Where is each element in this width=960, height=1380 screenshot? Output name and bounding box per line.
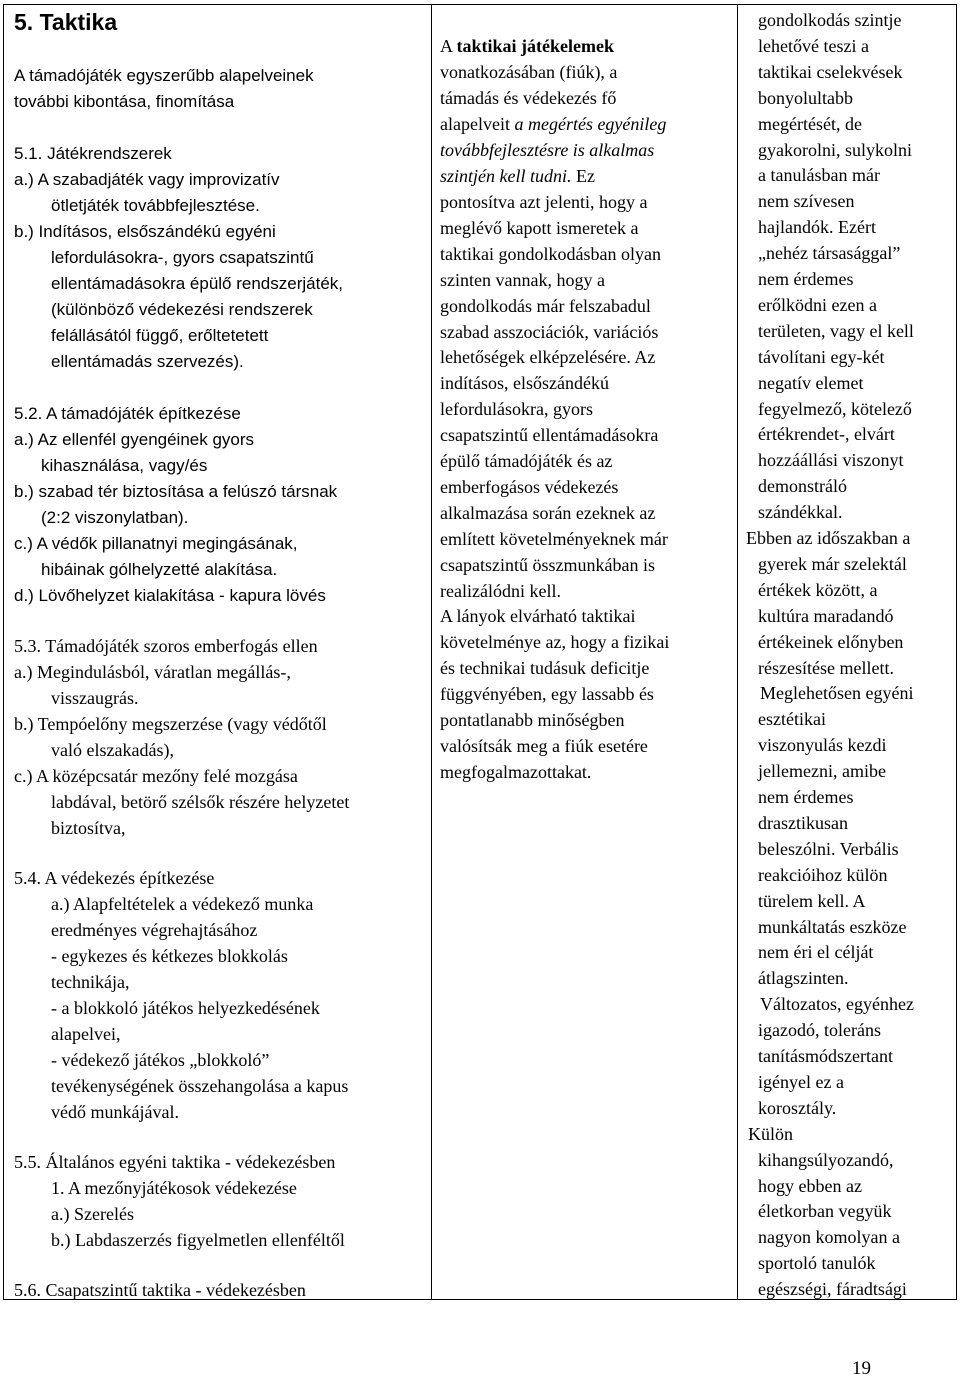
list-item: (különböző védekezési rendszerek bbox=[51, 300, 313, 319]
subsection-heading: 5.6. Csapatszintű taktika - védekezésben bbox=[14, 1280, 306, 1299]
paragraph-line: „nehéz társasággal” bbox=[758, 243, 901, 264]
list-item: biztosítva, bbox=[51, 818, 126, 838]
list-item: eredményes végrehajtásához bbox=[51, 920, 258, 940]
paragraph-line: bonyolultabb bbox=[758, 87, 853, 108]
paragraph-line: szintjén kell tudni. Ez bbox=[440, 166, 595, 186]
paragraph-line: erőlködni ezen a bbox=[758, 294, 877, 315]
paragraph-line: alapelveit a megértés egyénileg bbox=[440, 114, 667, 134]
paragraph-line: vonatkozásában (fiúk), a bbox=[440, 62, 618, 82]
list-item: b.) Indításos, elsőszándékú egyéni bbox=[14, 222, 276, 241]
list-item: 1. A mezőnyjátékosok védekezése bbox=[51, 1178, 297, 1198]
page-number: 19 bbox=[852, 1358, 871, 1379]
list-item: - egykezes és kétkezes blokkolás bbox=[51, 946, 288, 966]
emphasis: taktikai játékelemek bbox=[456, 36, 614, 56]
paragraph-line: esztétikai bbox=[758, 709, 826, 730]
list-item: tevékenységének összehangolása a kapus bbox=[51, 1076, 349, 1096]
list-item: - a blokkoló játékos helyezkedésének bbox=[51, 998, 320, 1018]
list-item: alapelvei, bbox=[51, 1024, 121, 1044]
paragraph-line: egészségi, fáradtsági bbox=[758, 1279, 907, 1299]
list-item: technikája, bbox=[51, 972, 130, 992]
column-requirements bbox=[432, 5, 738, 1299]
paragraph-line: türelem kell. A bbox=[758, 890, 866, 911]
paragraph-line: hajlandók. Ezért bbox=[758, 217, 876, 238]
paragraph-line: értékeinek előnyben bbox=[758, 631, 904, 652]
paragraph-line: alkalmazása során ezeknek az bbox=[440, 502, 656, 523]
paragraph-line: A taktikai játékelemek bbox=[440, 36, 614, 56]
column-topics bbox=[4, 5, 432, 1299]
list-item: - védekező játékos „blokkoló” bbox=[51, 1050, 270, 1070]
list-item: visszaugrás. bbox=[51, 688, 139, 708]
subsection-heading: 5.3. Támadójáték szoros emberfogás ellen bbox=[14, 636, 318, 656]
paragraph-line: igényel ez a bbox=[758, 1071, 844, 1092]
paragraph-line: negatív elemet bbox=[758, 372, 864, 393]
paragraph-line: lehetővé teszi a bbox=[758, 35, 869, 56]
intro-line: A támadójáték egyszerűbb alapelveinek bbox=[14, 66, 314, 85]
paragraph-line: követelménye az, hogy a fizikai bbox=[440, 632, 670, 653]
paragraph-line: taktikai gondolkodásban olyan bbox=[440, 243, 661, 264]
list-item: kihasználása, vagy/és bbox=[41, 456, 208, 475]
list-item: védő munkájával. bbox=[51, 1102, 179, 1122]
paragraph-line: emberfogásos védekezés bbox=[440, 476, 619, 497]
paragraph-line: és technikai tudásuk deficitje bbox=[440, 658, 650, 679]
paragraph-line: gondolkodás szintje bbox=[758, 10, 902, 30]
paragraph-line: munkáltatás eszköze bbox=[758, 916, 907, 937]
paragraph-line: a tanulásban már bbox=[758, 165, 880, 186]
emphasis: szintjén kell tudni. bbox=[440, 166, 572, 186]
paragraph-line: csapatszintű összmunkában is bbox=[440, 554, 655, 575]
paragraph-line: Ebben az időszakban a bbox=[746, 528, 911, 548]
list-item: ötletjáték továbbfejlesztése. bbox=[51, 196, 260, 215]
subsection-heading: 5.5. Általános egyéni taktika - védekezésben bbox=[14, 1152, 336, 1172]
paragraph-line: realizálódni kell. bbox=[440, 580, 561, 601]
emphasis: a megértés egyénileg bbox=[514, 114, 667, 134]
paragraph-line: lehetőségek elképzelésére. Az bbox=[440, 347, 656, 368]
paragraph-line: indításos, elsőszándékú bbox=[440, 373, 609, 394]
list-item: való elszakadás), bbox=[51, 740, 174, 760]
paragraph-line: részesítése mellett. bbox=[758, 657, 894, 678]
paragraph-line: korosztály. bbox=[758, 1097, 837, 1118]
list-item: labdával, betörő szélsők részére helyzetet bbox=[51, 792, 350, 812]
list-item: a.) Az ellenfél gyengéinek gyors bbox=[14, 430, 255, 449]
paragraph-line: demonstráló bbox=[758, 476, 847, 497]
list-item: d.) Lövőhelyzet kialakítása - kapura lövés bbox=[14, 586, 326, 605]
paragraph-line: igazodó, toleráns bbox=[758, 1020, 881, 1041]
intro-line: további kibontása, finomítása bbox=[14, 92, 235, 111]
list-item: c.) A középcsatár mezőny felé mozgása bbox=[14, 766, 298, 786]
paragraph-line: meglévő kapott ismeretek a bbox=[440, 217, 639, 238]
paragraph-line: átlagszinten. bbox=[758, 968, 849, 989]
paragraph-line: kihangsúlyozandó, bbox=[758, 1149, 894, 1170]
paragraph-line: életkorban vegyük bbox=[758, 1201, 892, 1222]
paragraph-line: nem szívesen bbox=[758, 191, 855, 212]
paragraph-line: fegyelmező, kötelező bbox=[758, 398, 912, 419]
content-table bbox=[3, 4, 957, 1300]
paragraph-line: támadás és védekezés fő bbox=[440, 88, 617, 108]
paragraph-line: hozzáállási viszonyt bbox=[758, 450, 904, 471]
paragraph-line: tanításmódszertant bbox=[758, 1046, 893, 1066]
paragraph-line: hogy ebben az bbox=[758, 1175, 862, 1196]
paragraph-line: Változatos, egyénhez bbox=[760, 994, 914, 1015]
paragraph-line: pontatlanabb minőségben bbox=[440, 710, 625, 730]
paragraph-line: pontosítva azt jelenti, hogy a bbox=[440, 192, 648, 212]
column-notes bbox=[738, 5, 956, 1299]
paragraph-line: megértését, de bbox=[758, 113, 862, 134]
list-item: b.) Labdaszerzés figyelmetlen ellenféltől bbox=[51, 1230, 345, 1250]
paragraph-line: sportoló tanulók bbox=[758, 1253, 876, 1274]
paragraph-line: megfogalmazottakat. bbox=[440, 761, 592, 782]
list-item: ellentámadás szervezés). bbox=[51, 352, 244, 371]
paragraph-line: gyakorolni, sulykolni bbox=[758, 139, 912, 160]
paragraph-line: csapatszintű ellentámadásokra bbox=[440, 425, 659, 446]
paragraph-line: kultúra maradandó bbox=[758, 605, 894, 626]
paragraph-line: nem éri el célját bbox=[758, 942, 874, 963]
paragraph-line: területen, vagy el kell bbox=[758, 320, 914, 341]
paragraph-line: nagyon komolyan a bbox=[758, 1227, 900, 1248]
paragraph-line: épülő támadójáték és az bbox=[440, 451, 613, 471]
paragraph-line: szinten vannak, hogy a bbox=[440, 269, 605, 290]
paragraph-line: A lányok elvárható taktikai bbox=[440, 606, 636, 627]
list-item: felállásától függő, erőltetetett bbox=[51, 326, 269, 345]
paragraph-line: taktikai cselekvések bbox=[758, 61, 903, 82]
paragraph-line: továbbfejlesztésre is alkalmas bbox=[440, 140, 655, 160]
paragraph-line: gyerek már szelektál bbox=[758, 553, 907, 574]
subsection-heading: 5.1. Játékrendszerek bbox=[14, 144, 172, 163]
paragraph-line: drasztikusan bbox=[758, 812, 848, 833]
paragraph-line: Külön bbox=[748, 1123, 793, 1144]
paragraph-line: beleszólni. Verbális bbox=[758, 838, 899, 859]
list-item: lefordulásokra-, gyors csapatszintű bbox=[51, 248, 314, 267]
paragraph-line: értékek között, a bbox=[758, 579, 878, 600]
paragraph-line: nem érdemes bbox=[758, 269, 854, 289]
list-item: (2:2 viszonylatban). bbox=[41, 508, 189, 527]
paragraph-line: nem érdemes bbox=[758, 787, 854, 807]
paragraph-line: értékrendet-, elvárt bbox=[758, 424, 895, 445]
list-item: a.) A szabadjáték vagy improvizatív bbox=[14, 170, 280, 189]
subsection-heading: 5.2. A támadójáték építkezése bbox=[14, 404, 241, 423]
list-item: hibáinak gólhelyzetté alakítása. bbox=[41, 560, 278, 579]
section-title: 5. Taktika bbox=[14, 9, 118, 35]
paragraph-line: valósítsák meg a fiúk esetére bbox=[440, 735, 648, 756]
subsection-heading: 5.4. A védekezés építkezése bbox=[14, 868, 215, 888]
paragraph-line: jellemezni, amibe bbox=[758, 761, 886, 782]
paragraph-line: függvényében, egy lassabb és bbox=[440, 684, 654, 705]
paragraph-line: viszonyulás kezdi bbox=[758, 735, 887, 756]
paragraph-line: említett követelményeknek már bbox=[440, 528, 668, 549]
list-item: a.) Szerelés bbox=[51, 1204, 134, 1224]
paragraph-line: reakcióihoz külön bbox=[758, 864, 888, 885]
paragraph-line: távolítani egy-két bbox=[758, 346, 885, 367]
list-item: c.) A védők pillanatnyi megingásának, bbox=[14, 534, 298, 553]
paragraph-line: lefordulásokra, gyors bbox=[440, 399, 593, 420]
list-item: ellentámadásokra épülő rendszerjáték, bbox=[51, 274, 344, 293]
list-item: b.) szabad tér biztosítása a felúszó társnak bbox=[14, 482, 338, 501]
list-item: a.) Megindulásból, váratlan megállás-, bbox=[14, 662, 291, 682]
paragraph-line: szabad asszociációk, variációs bbox=[440, 321, 659, 342]
list-item: b.) Tempóelőny megszerzése (vagy védőtől bbox=[14, 714, 327, 734]
paragraph-line: szándékkal. bbox=[758, 502, 843, 523]
paragraph-line: gondolkodás már felszabadul bbox=[440, 295, 651, 316]
list-item: a.) Alapfeltételek a védekező munka bbox=[51, 894, 314, 914]
paragraph-line: Meglehetősen egyéni bbox=[760, 683, 914, 704]
